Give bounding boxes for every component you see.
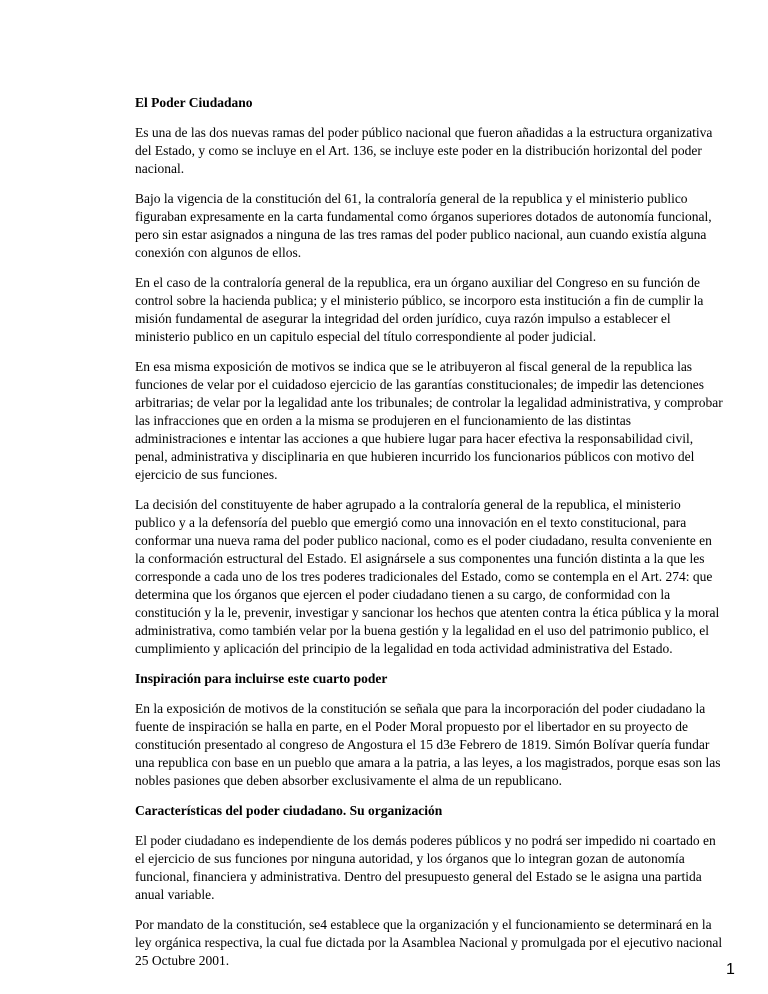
paragraph-poder-moral: En la exposición de motivos de la constitución se señala que para la incorporación del poder ciudadano la fuente de inspiración se halla en parte, en el Poder Moral propuesto por el libertador en su proyecto de constitución presentado al congreso de Angostura el 15 d3e Febrero de 1819. Simón Bolívar quería fundar una republica con base en un pueblo que amara a la patria, a las leyes, a los magistrados, porque esas son las nobles pasiones que deben absorber exclusivamente el alma de un republicano. — [135, 701, 721, 788]
section-heading-poder-ciudadano: El Poder Ciudadano — [135, 95, 253, 110]
paragraph-independencia: El poder ciudadano es independiente de los demás poderes públicos y no podrá ser impedido ni coartado en el ejercicio de sus funciones por ninguna autoridad, y los órganos que lo integran gozan de autonomía funcional, financiera y administrativa. Dentro del presupuesto general del Estado se le asigna una partida anual variable. — [135, 833, 716, 902]
paragraph-intro: Es una de las dos nuevas ramas del poder público nacional que fueron añadidas a la estructura organizativa del Estado, y como se incluye en el Art. 136, se incluye este poder en la distribución horizontal del poder nacional. — [135, 125, 713, 176]
paragraph-fiscal-general: En esa misma exposición de motivos se indica que se le atribuyeron al fiscal general de la republica las funciones de velar por el cuidadoso ejercicio de las garantías constitucionales; de impedir las detenciones arbitrarias; de velar por la legalidad ante los tribunales; de controlar la legalidad administrativa, y comprobar las infracciones que en orden a la misma se produjeren en el funcionamiento de las distintas administraciones e intentar las acciones a que hubiere lugar para hacer efectiva la responsabilidad civil, penal, administrativa y disciplinaria en que hubieren incurrido los funcionarios públicos con motivo del ejercicio de sus funciones. — [135, 359, 723, 482]
paragraph-constitucion-61: Bajo la vigencia de la constitución del 61, la contraloría general de la republica y el ministerio publico figuraban expresamente en la carta fundamental como órganos superiores dotados de autonomía funcional, pero sin estar asignados a ninguna de las tres ramas del poder publico nacional, aun cuando existía alguna conexión con algunos de ellos. — [135, 191, 712, 260]
page-number: 1 — [726, 961, 735, 978]
paragraph-ley-organica: Por mandato de la constitución, se4 establece que la organización y el funcionamiento se determinará en la ley orgánica respectiva, la cual fue dictada por la Asamblea Nacional y promulgada por el ejecutivo nacional 25 Octubre 2001. — [135, 917, 723, 968]
section-heading-inspiracion: Inspiración para incluirse este cuarto poder — [135, 671, 388, 686]
section-heading-caracteristicas: Características del poder ciudadano. Su organización — [135, 803, 443, 818]
paragraph-contraloria: En el caso de la contraloría general de la republica, era un órgano auxiliar del Congreso en su función de control sobre la hacienda publica; y el ministerio público, se incorporo esta institución a fin de cumplir la misión fundamental de asegurar la integridad del orden jurídico, cuya razón impulso a establecer el ministerio publico en un capitulo especial del título correspondiente al poder judicial. — [135, 275, 704, 344]
document-body — [135, 94, 723, 982]
paragraph-decision-constituyente: La decisión del constituyente de haber agrupado a la contraloría general de la republica, el ministerio publico y a la defensoría del pueblo que emergió como una innovación en el texto constitucional, para conformar una nueva rama del poder publico nacional, como es el poder ciudadano, resulta conveniente en la conformación estructural del Estado. El asignársele a sus componentes una función distinta a la que les corresponde a cada uno de los tres poderes tradicionales del Estado, como se contempla en el Art. 274: que determina que los órganos que ejercen el poder ciudadano tienen a su cargo, de conformidad con la constitución y la le, prevenir, investigar y sancionar los hechos que atenten contra la ética pública y la moral administrativa, como también velar por la buena gestión y la legalidad en el uso del patrimonio publico, el cumplimiento y aplicación del principio de la legalidad en toda actividad administrativa del Estado. — [135, 497, 720, 656]
